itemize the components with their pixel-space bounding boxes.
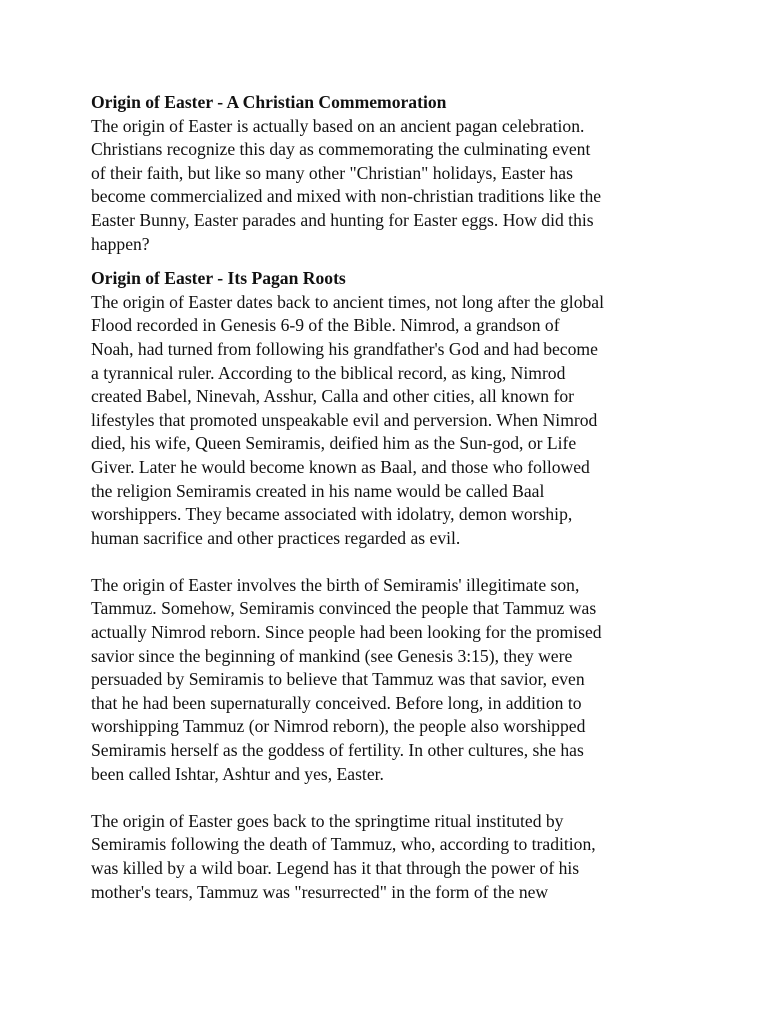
section-heading-christian-commemoration: Origin of Easter - A Christian Commemoration (91, 92, 447, 112)
paragraph-pagan-roots-nimrod: The origin of Easter dates back to ancient times, not long after the global Flood recorded in Genesis 6-9 of the Bible. Nimrod, a grandson of Noah, had turned from following his grandfather's God and had become a tyrannical ruler. According to the biblical record, as king, Nimrod created Babel, Ninevah, Asshur, Calla and other cities, all known for lifestyles that promoted unspeakable evil and perversion. When Nimrod died, his wife, Queen Semiramis, deified him as the Sun-god, or Life Giver. Later he would become known as Baal, and those who followed the religion Semiramis created in his name would be called Baal worshippers. They became associated with idolatry, demon worship, human sacrifice and other practices regarded as evil. (91, 291, 604, 548)
spacer (91, 550, 691, 574)
spacer (91, 256, 691, 267)
paragraph-pagan-roots-springtime-ritual: The origin of Easter goes back to the springtime ritual instituted by Semiramis following the death of Tammuz, who, according to tradition, was killed by a wild boar. Legend has it that through the power of his mother's tears, Tammuz was "resurrected" in the form of the new (91, 810, 596, 902)
paragraph-pagan-roots-tammuz: The origin of Easter involves the birth of Semiramis' illegitimate son, Tammuz. Somehow, Semiramis convinced the people that Tammuz was actually Nimrod reborn. Since people had been looking for the promised savior since the beginning of mankind (see Genesis 3:15), they were persuaded by Semiramis to believe that Tammuz was that savior, even that he had been supernaturally conceived. Before long, in addition to worshipping Tammuz (or Nimrod reborn), the people also worshipped Semiramis herself as the goddess of fertility. In other cultures, she has been called Ishtar, Ashtur and yes, Easter. (91, 574, 602, 784)
document-page (91, 91, 691, 904)
spacer (91, 786, 691, 810)
paragraph-christian-commemoration: The origin of Easter is actually based on an ancient pagan celebration. Christians recognize this day as commemorating the culminating event of their faith, but like so many other "Christian" holidays, Easter has become commercialized and mixed with non-christian traditions like the Easter Bunny, Easter parades and hunting for Easter eggs. How did this happen? (91, 115, 602, 254)
section-heading-pagan-roots: Origin of Easter - Its Pagan Roots (91, 268, 346, 289)
